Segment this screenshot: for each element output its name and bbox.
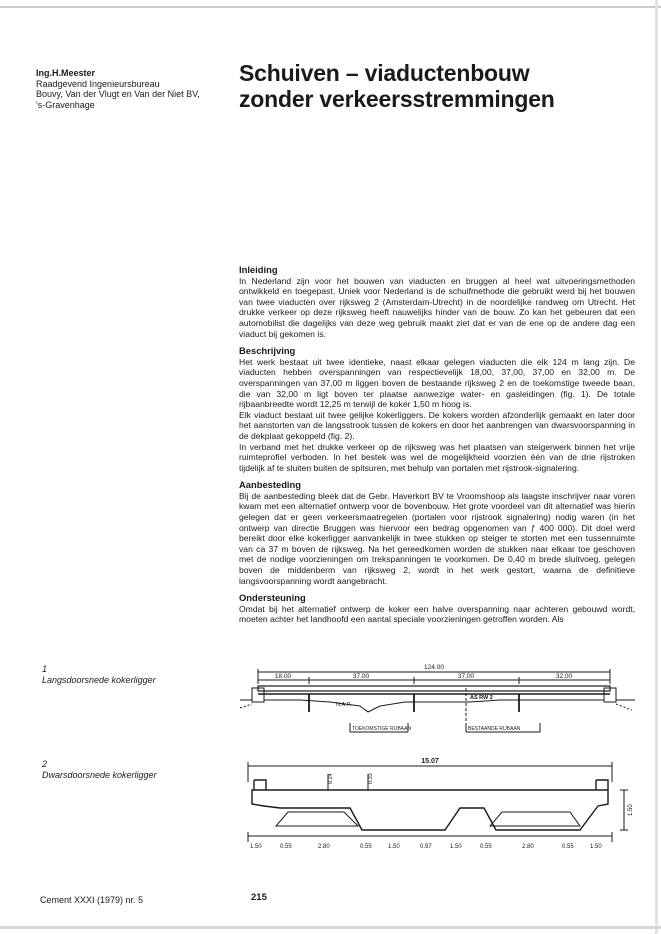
railing-right — [596, 780, 608, 790]
author-affiliation-2: Bouvy, Van der Vlugt en Van der Niet BV, — [36, 89, 200, 99]
paragraph: Bij de aanbesteding bleek dat de Gebr. Haverkort BV te Vroomshoop als laagste inschrijver naar voren kwam met een alternatief ontwerp voor de bovenbouw. Het grote voordeel van dit alternatief was hierin gelegen dat er geen verkeersmaatregelen (portalen voor rijstrook signalering) nodig waren (in het ontwerp van directie Bruggen was hiervoor een bedrag opgenomen van ƒ 400 000). Dit doel werd bereikt door elke kokerligger aanvankelijk in twee stukken op steiger te storten met een tussenruimte van ca 37 m boven de rijksweg. Na het gereedkomen worden de stukken naar elkaar toe geschoven met de nodige voorzieningen om trekspanningen te voorkomen. De 0,40 m brede sluitvoeg, gelegen boven de middenberm van rijksweg 2, wordt in het werk gestort, waarna de definitieve langsvoorspanning wordt aangebracht. — [239, 490, 635, 586]
box-cell-left — [276, 812, 358, 826]
dim-bottom-label: 0.55 — [480, 844, 492, 850]
section-heading: Ondersteuning — [239, 592, 306, 604]
figure-caption-text: Dwarsdoorsnede kokerligger — [42, 770, 157, 780]
dim-bottom-label: 0.55 — [360, 844, 372, 850]
section-heading: Beschrijving — [239, 345, 296, 357]
axis-label: AS RW 2 — [470, 695, 493, 701]
paragraph: Elk viaduct bestaat uit twee gelijke kokerliggers. De kokers worden afzonderlijk gemaakt en later door het aanstorten van de langsstrook tussen de kokers en door het aanbrengen van dwarsvoorspanning in de dekplaat gekoppeld (fig. 2). — [239, 409, 635, 441]
figure-2-cross-section — [240, 752, 635, 854]
article-title — [239, 60, 555, 112]
ground-line — [240, 700, 635, 712]
author-affiliation-1: Raadgevend Ingenieursbureau — [36, 78, 160, 89]
figure-number: 2 — [42, 759, 48, 769]
section-inleiding — [239, 265, 635, 339]
figure-caption-text: Langsdoorsnede kokerligger — [42, 675, 156, 685]
dim-height-label: 1.50 — [628, 804, 634, 816]
box-girder-outline — [252, 790, 608, 830]
paragraph: In verband met het drukke verkeer op de rijksweg was het plaatsen van steigerwerk binnen het vrije ruimteprofiel verboden. In het bestek was wel de mogelijkheid voorzien één van de drie rijstroken tijdelijk af te sluiten buiten de spitsuren, met behulp van portalen met rijstrook-signalering. — [239, 441, 635, 473]
scan-edge-bottom — [0, 926, 661, 929]
dim-width-label: 15.07 — [421, 758, 439, 765]
author-block — [36, 68, 200, 110]
author-city: 's-Gravenhage — [36, 99, 95, 110]
section-heading: Aanbesteding — [239, 479, 301, 491]
girder-deck — [258, 686, 610, 691]
dim-span-label: 32.00 — [555, 673, 573, 680]
rijbaan-bestaand-label: BESTAANDE RIJBAAN — [468, 726, 521, 732]
dim-height-label: 0.24 — [328, 773, 334, 784]
paragraph: In Nederland zijn voor het bouwen van viaducten en bruggen al heel wat uitvoeringsmethoden ontwikkeld en toegepast. Uniek voor Nederland is de schuifmethode die gebruikt werd bij het bouwen van twee viaducten over rijksweg 2 (Amsterdam-Utrecht) in de noordelijke randweg om Utrecht. Het drukke verkeer op deze rijksweg heeft nauwelijks hinder van de bouw. Zo kan het gebeuren dat een automobilist die dagelijks van deze weg gebruik maakt ziet dat er van de ene op de andere dag een viaduct bij gekomen is. — [239, 275, 635, 339]
dim-span-label: 37.00 — [352, 673, 370, 680]
scan-edge-top — [0, 6, 661, 8]
journal-reference: Cement XXXI (1979) nr. 5 — [40, 895, 144, 905]
dim-bottom-label: 2.80 — [522, 844, 534, 850]
dim-bottom-label: 1.50 — [388, 844, 400, 850]
page-number: 215 — [251, 892, 267, 903]
dim-span-label: 37.00 — [457, 673, 475, 680]
section-beschrijving — [239, 346, 635, 473]
figure-2-caption — [42, 759, 157, 781]
railing-left — [254, 780, 266, 790]
dim-bottom-label: 2.80 — [318, 844, 330, 850]
dim-bottom-label: 0.97 — [420, 844, 432, 850]
dim-bottom-label: 0.55 — [562, 844, 574, 850]
rijbaan-toekomstig-label: TOEKOMSTIGE RIJBAAN — [352, 726, 412, 732]
dim-bottom-label: 1.50 — [450, 844, 462, 850]
nap-label: N.A.P. — [336, 702, 352, 708]
section-heading: Inleiding — [239, 264, 278, 275]
dim-total-label: 124.00 — [424, 664, 444, 671]
figure-1-longitudinal-section — [240, 660, 635, 742]
section-aanbesteding — [239, 480, 635, 586]
scan-edge-right — [655, 0, 658, 934]
dim-span-label: 18.00 — [274, 673, 292, 680]
dim-bottom-label: 1.50 — [250, 844, 262, 850]
figure-1-caption — [42, 664, 156, 686]
section-ondersteuning — [239, 593, 635, 625]
dim-bottom-label: 1.50 — [590, 844, 602, 850]
box-cell-right — [490, 812, 580, 826]
paragraph: Omdat bij het alternatief ontwerp de koker een halve overspanning naar achteren gebouwd wordt, moeten achter het landhoofd een aantal speciale voorzieningen getroffen worden. Als — [239, 603, 635, 625]
paragraph: Het werk bestaat uit twee identieke, naast elkaar gelegen viaducten die elk 124 m lang zijn. De viaducten hebben overspanningen van respectievelijk 18,00, 37,00, 37,00 en 32,00 m. De overspanningen van 37,00 m liggen boven de bestaande rijksweg 2 en de toekomstige tweede baan, die van 32,00 m ligt boven ter plaatse aanwezige water- en gasleidingen (fig. 1). De totale rijbaanbreedte wordt 12,25 m terwijl de koker 1,50 m hoog is. — [239, 356, 635, 410]
title-line-1: Schuiven – viaductenbouw — [239, 60, 530, 86]
article-body — [239, 265, 635, 632]
figure-number: 1 — [42, 664, 48, 674]
dim-height-label: 0.33 — [368, 773, 374, 784]
dim-bottom-label: 0.55 — [280, 844, 292, 850]
author-name: Ing.H.Meester — [36, 68, 96, 78]
title-line-2: zonder verkeersstremmingen — [239, 86, 555, 112]
